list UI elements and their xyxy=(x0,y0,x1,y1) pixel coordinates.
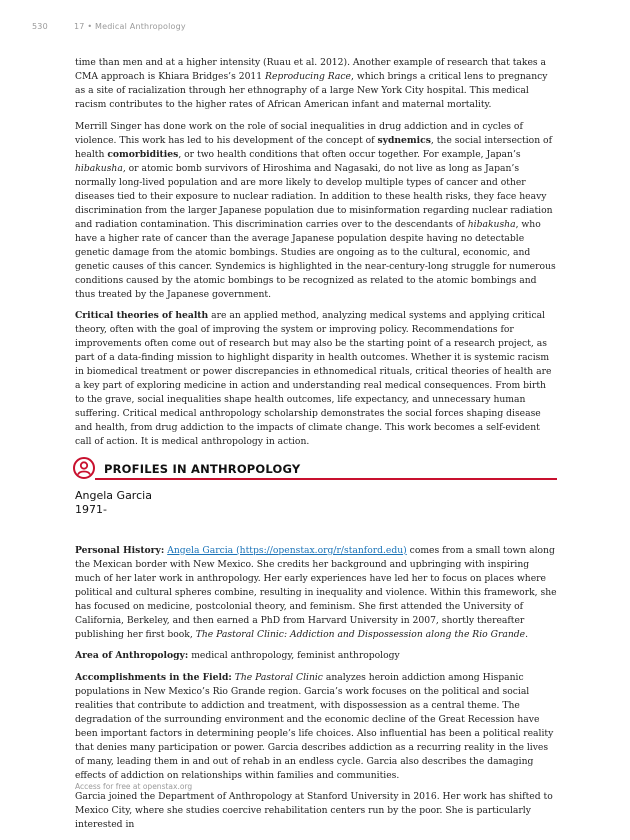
paragraph-syndemics xyxy=(75,120,557,302)
area-label: Area of Anthropology: xyxy=(75,650,189,661)
section-divider xyxy=(95,478,557,480)
paragraph-text: analyzes heroin addiction among Hispanic populations in New Mexico’s Rio Grande region. Garcia’s work focuses on the political and social realities that contribute to addiction and treatment, with dispossession as a central theme. The degradation of the surrounding environment and the economic decline of the Great Recession have been important factors in determining people’s life choices. Also influential has been a political reality that denies many participation or power. Garcia describes addiction as a recurring reality in the lives of many, leading them in and out of rehab in an endless cycle. Garcia also describes the damaging effects of addiction on relationships within families and communities. xyxy=(75,671,554,781)
page-footer: Access for free at openstax.org xyxy=(75,782,193,791)
paragraph-text: are an applied method, analyzing medical systems and applying critical theory, often with the goal of improving the system or improving policy. Recommendations for improvements often come out of research but may also be the starting point of a research project, as part of a data-finding mission to highlight disparity in health outcomes. Whether it is systemic racism in biomedical treatment or power discrepancies in ethnomedical rituals, critical theories of health are a key part of exploring medicine in action and understanding real medical consequences. From birth to the grave, social inequalities shape health outcomes, life expectancy, and unnecessary human suffering. Critical medical anthropology scholarship demonstrates the social forces shaping disease and health, from drug addiction to the impacts of climate change. This work becomes a self-evident call of action. It is medical anthropology in action. xyxy=(75,310,552,447)
paragraph-text: , who have a higher rate of cancer than the average Japanese population despite having no detectable genetic damage from the atomic bombings. Studies are ongoing as to the cultural, economic, and genetic causes of this cancer. Syndemics is highlighted in the near-century-long struggle for numerous conditions caused by the atomic bombings to be recognized as related to the atomic bombings and thus treated by the Japanese government. xyxy=(75,218,556,300)
book-title: The Pastoral Clinic: Addiction and Dispossession along the Rio Grande xyxy=(195,628,526,640)
term-hibakusha: hibakusha xyxy=(75,162,123,174)
profile-section-title: PROFILES IN ANTHROPOLOGY xyxy=(104,461,301,476)
paragraph-text: Merrill Singer has done work on the role of social inequalities in drug addiction and in cycles of violence. This work has led to his development of the concept of xyxy=(75,120,523,146)
page-number: 530 xyxy=(32,22,48,31)
paragraph-text: . xyxy=(525,628,528,640)
paragraph-text: , or atomic bomb survivors of Hiroshima and Nagasaki, do not live as long as Japan’s normally long-lived population and are more likely to develop multiple types of cancer and other diseases tied to their exposure to nuclear radiation. In addition to these health risks, they face heavy discrimination from the larger Japanese population due to misinformation regarding nuclear radiation and radiation contamination. This discrimination carries over to the descendants of xyxy=(75,162,553,230)
key-term-comorbidities: comorbidities xyxy=(107,148,179,160)
profile-name: Angela Garcia xyxy=(75,488,152,502)
book-title: The Pastoral Clinic xyxy=(234,671,323,683)
paragraph-critical-theories xyxy=(75,309,557,449)
angela-garcia-link[interactable]: Angela Garcia (https://openstax.org/r/stanford.edu) xyxy=(167,544,407,556)
paragraph-cma xyxy=(75,56,557,112)
book-title: Reproducing Race xyxy=(265,71,351,82)
paragraph-text: , the social intersection of health xyxy=(75,134,552,160)
paragraph-text: , or two health conditions that often occur together. For example, Japan’s xyxy=(178,148,521,160)
paragraph-text: time than men and at a higher intensity (Ruau et al. 2012). Another example of research that takes a CMA approach is Khiara Bridges’s 2011 xyxy=(75,57,547,82)
term-hibakusha: hibakusha xyxy=(467,218,516,230)
chapter-title: 17 • Medical Anthropology xyxy=(74,22,186,31)
paragraph-text: , which brings a critical lens to pregnancy as a site of racialization through her ethnography of a large New York City hospital. This medical racism contributes to the higher rates of African American infant and maternal mortality. xyxy=(75,71,548,110)
personal-history xyxy=(75,544,557,642)
paragraph-stanford: Garcia joined the Department of Anthropology at Stanford University in 2016. Her work has shifted to Mexico City, where she studies coercive rehabilitation centers run by the poor. She is particularly interested in xyxy=(75,791,553,830)
area-of-anthropology xyxy=(75,649,557,663)
profile-section-header xyxy=(75,457,557,480)
accomplishments xyxy=(75,671,557,783)
main-content xyxy=(75,56,557,840)
person-profile-icon xyxy=(73,457,95,479)
area-text: medical anthropology, feminist anthropology xyxy=(188,650,400,661)
accomplishments-label: Accomplishments in the Field: xyxy=(75,671,232,683)
personal-history-label: Personal History: xyxy=(75,544,165,556)
key-term-syndemics: sydnemics xyxy=(377,134,431,146)
paragraph-text: comes from a small town along the Mexican border with New Mexico. She credits her background and upbringing with inspiring much of her later work in anthropology. Her early experiences have led her to focus on places where political and cultural spheres combine, resulting in inequality and violence. Within this framework, she has focused on medicine, postcolonial theory, and feminism. She first attended the University of California, Berkeley, and then earned a PhD from Harvard University in 2007, shortly thereafter publishing her first book, xyxy=(75,544,557,640)
key-term-critical-theories: Critical theories of health xyxy=(75,310,209,321)
profile-years: 1971- xyxy=(75,502,107,516)
page-header xyxy=(32,22,186,31)
